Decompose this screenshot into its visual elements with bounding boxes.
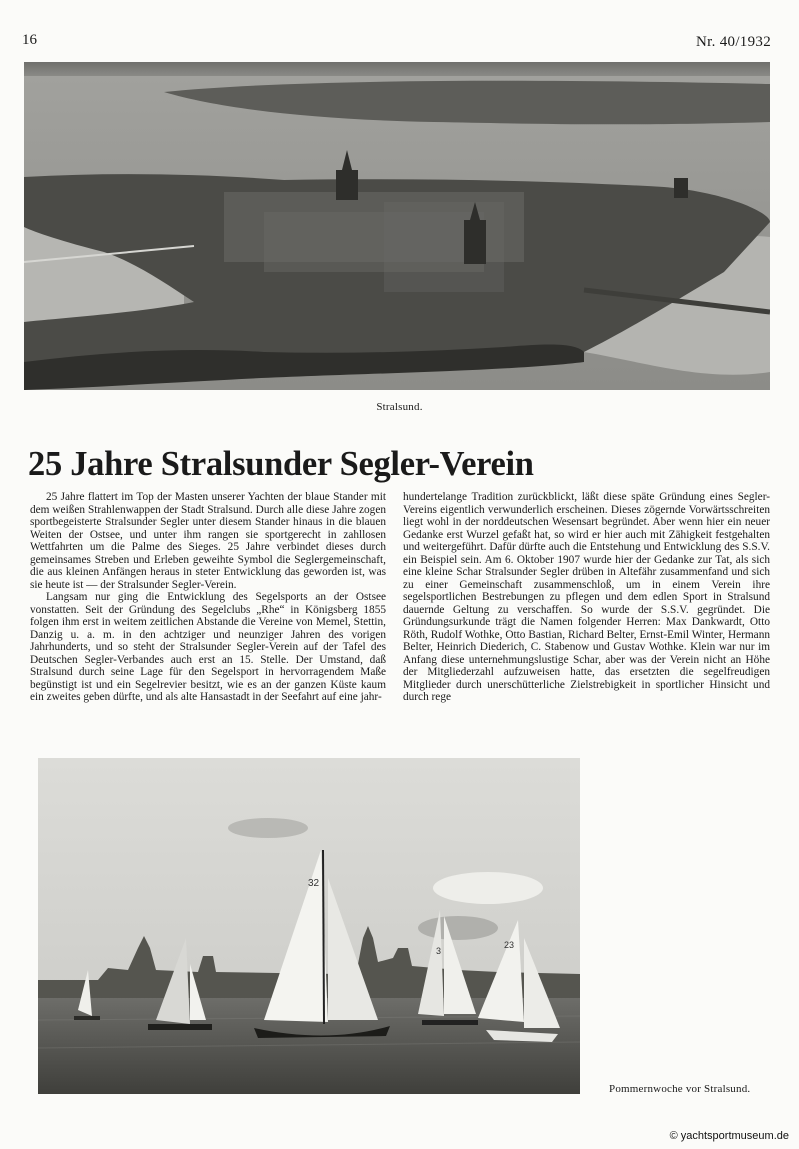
top-photo-caption: Stralsund. <box>376 401 423 413</box>
bottom-photo-caption: Pommernwoche vor Stralsund. <box>609 1083 751 1095</box>
article-column-right <box>403 491 770 704</box>
article-paragraph: hundertelange Tradition zurückblickt, läßt diese späte Gründung eines Segler-Vereins eigentlich verwunderlich erscheinen. Dieses zögernde Vorwärtsschreiten liegt wohl in der norddeutschen Wesensart begründet. Aber wenn hier ein neuer Gedanke erst Wurzel gefaßt hat, so wird er hier auch mit Zähigkeit festgehalten und weitergeführt. Dafür dürfte auch die Entstehung und Entwicklung des S.S.V. ein Beispiel sein. Am 6. Oktober 1907 wurde hier der Gedanke zur Tat, als sich eine kleine Schar Stralsunder Segler drüben in Altefähr zusammenfand und sich zu einer Gemeinschaft zusammenschloß, um in einem Verein ihre segelsportlichen Bestrebungen zu pflegen und dem edlen Sport in Stralsund dauernde Geltung zu verschaffen. So wurde der S.S.V. gegründet. Die Gründungsurkunde trägt die Namen folgender Herren: Max Dankwardt, Otto Röth, Rudolf Wothke, Otto Bastian, Richard Belter, Ernst-Emil Winter, Hermann Belter, Heinrich Diederich, C. Stabenow und Gustav Wothke. Klein war nur im Anfang diese unternehmungslustige Schar, aber was der Verein nicht an Höhe der Mitgliederzahl aufzuweisen hatte, das ersetzten die segelfreudigen Mitglieder durch unerschütterliche Zielstrebigkeit in sportlicher Hinsicht und durch rege <box>403 491 770 703</box>
aerial-photo-stralsund <box>24 62 770 390</box>
sail-number: 3 <box>436 946 442 956</box>
sailboats-photo-icon <box>38 758 580 1094</box>
watermark[interactable]: © yachtsportmuseum.de <box>669 1130 789 1142</box>
sail-number: 23 <box>504 940 515 950</box>
article-paragraph: 25 Jahre flattert im Top der Masten unserer Yachten der blaue Stander mit dem weißen Strahlenwappen der Stadt Stralsund. Durch alle diese Jahre zogen sportbegeisterte Stralsunder Segler unter diesem Stander hinaus in die blauen Weiten der Ostsee, und unter ihm rangen sie sportgerecht in zahllosen Wettfahrten um die Palme des Sieges. 25 Jahre verbindet dieses durch gemeinsames Streben und Erleben geweihte Symbol die Seglergemeinschaft, die aus kleinen Anfängen heraus in steter Entwicklung das geworden ist, was sie heute ist — der Stralsunder Segler-Verein. <box>30 491 386 591</box>
sailing-photo <box>38 758 580 1094</box>
issue-number: Nr. 40/1932 <box>696 34 771 50</box>
page-number: 16 <box>22 32 37 48</box>
article-paragraph: Langsam nur ging die Entwicklung des Segelsports an der Ostsee vonstatten. Seit der Gründung des Segelclubs „Rhe“ in Königsberg 1855 folgen ihm erst in weitem zeitlichen Abstande die Vereine von Memel, Stettin, Danzig u. a. m. in den achtziger und neunziger Jahren des vorigen Jahrhunderts, und so steht der Stralsunder Segler-Verein auf der Tafel des Deutschen Segler-Verbandes auch erst an 15. Stelle. Der Umstand, daß Stralsund durch seine Lage für den Segelsport in hervorragendem Maße begünstigt ist und ein Segelrevier besitzt, wie es an der ganzen Küste kaum ein zweites geben dürfte, und als alte Hansastadt in der Seefahrt auf eine jahr- <box>30 591 386 703</box>
article-title: 25 Jahre Stralsunder Segler-Verein <box>28 445 534 483</box>
sail-number: 32 <box>308 878 320 889</box>
article-column-left <box>30 491 386 704</box>
aerial-city-photo-icon <box>24 62 770 390</box>
